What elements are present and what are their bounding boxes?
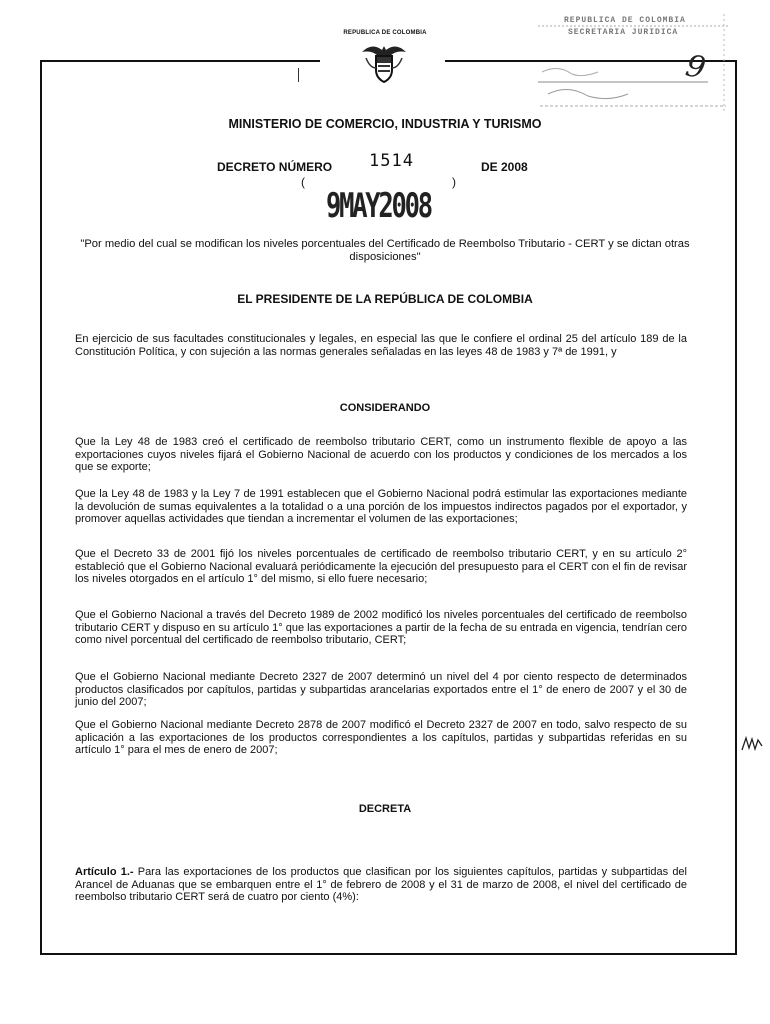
legal-office-stamp <box>538 14 730 114</box>
considerando-heading: CONSIDERANDO <box>339 402 431 414</box>
article-1-label: Artículo 1.- <box>75 866 134 878</box>
date-stamp: 9MAY2008 <box>326 186 431 226</box>
considerando-paragraph: Que la Ley 48 de 1983 creó el certificado de reembolso tributario CERT, como un instrumento flexible de apoyo a las exportaciones cuyos niveles fijará el Gobierno Nacional de acuerdo con los productos y condiciones de los mercados a los que se exporte; <box>75 436 687 474</box>
considerando-paragraph: Que el Decreto 33 de 2001 fijó los niveles porcentuales de certificado de reembolso tributario CERT, y en su artículo 2° estableció que el Gobierno Nacional evaluará periódicamente la ejecución del presupuesto para el CERT con el fin de revisar los niveles otorgados en el artículo 1° del mismo, si ello fuere necesario; <box>75 548 687 586</box>
ministry-title: MINISTERIO DE COMERCIO, INDUSTRIA Y TURISMO <box>228 117 542 131</box>
article-1-text: Para las exportaciones de los productos que clasifican por los siguientes capítulos, partidas y subpartidas del Arancel de Aduanas que se embarquen entre el 1° de febrero de 2008 y el 31 de marzo de 2008, el nivel del certificado de reembolso tributario CERT será de cuatro por ciento (4%): <box>75 866 687 904</box>
margin-tick <box>298 68 299 82</box>
decree-number: 1514 <box>369 151 414 171</box>
handwritten-signature: 9 <box>682 48 709 87</box>
president-heading: EL PRESIDENTE DE LA REPÚBLICA DE COLOMBIA <box>237 292 533 306</box>
intro-paragraph: En ejercicio de sus facultades constitucionales y legales, en especial las que le confiere el ordinal 25 del artículo 189 de la Constitución Política, y con sujeción a las normas generales señaladas en las leyes 48 de 1983 y 7ª de 1991, y <box>75 333 687 358</box>
initials-mark <box>741 736 763 752</box>
republic-header: REPUBLICA DE COLOMBIA <box>343 30 427 36</box>
decree-subtitle: "Por medio del cual se modifican los niveles porcentuales del Certificado de Reembolso Tributario - CERT y se dictan otras disposiciones" <box>80 238 690 263</box>
paren-close: ) <box>452 175 456 189</box>
coat-of-arms-icon <box>360 38 408 84</box>
article-1 <box>75 866 687 904</box>
stamp-line1: REPUBLICA DE COLOMBIA <box>564 16 686 25</box>
decree-year: DE 2008 <box>481 160 528 174</box>
considerando-paragraph: Que la Ley 48 de 1983 y la Ley 7 de 1991 establecen que el Gobierno Nacional podrá estimular las exportaciones mediante la devolución de sumas equivalentes a la totalidad o a una porción de los impuestos indirectos pagados por el exportador, y promover aquellas actividades que tiendan a incrementar el volumen de las exportaciones; <box>75 488 687 526</box>
decreta-heading: DECRETA <box>358 803 412 815</box>
paren-open: ( <box>301 175 305 189</box>
decree-label: DECRETO NÚMERO <box>217 160 333 174</box>
considerando-paragraph: Que el Gobierno Nacional mediante Decreto 2878 de 2007 modificó el Decreto 2327 de 2007 en todo, salvo respecto de su aplicación a las exportaciones de los productos correspondientes a los capítulos, partidas y subpartidas referidas en su artículo 1° para el mes de enero de 2007; <box>75 719 687 757</box>
considerando-paragraph: Que el Gobierno Nacional mediante Decreto 2327 de 2007 determinó un nivel del 4 por ciento respecto de determinados productos clasificados por capítulos, partidas y subpartidas arancelarias exportados entre el 1° de enero de 2007 y el 30 de junio del 2007; <box>75 671 687 709</box>
stamp-line2: SECRETARIA JURIDICA <box>568 28 679 37</box>
considerando-paragraph: Que el Gobierno Nacional a través del Decreto 1989 de 2002 modificó los niveles porcentuales del certificado de reembolso tributario CERT y dispuso en su artículo 1° que las exportaciones a partir de la fecha de su entrada en vigencia, tendrían cero como nivel porcentual del certificado de reembolso tributario, CERT; <box>75 609 687 647</box>
margin-initials <box>741 736 763 752</box>
